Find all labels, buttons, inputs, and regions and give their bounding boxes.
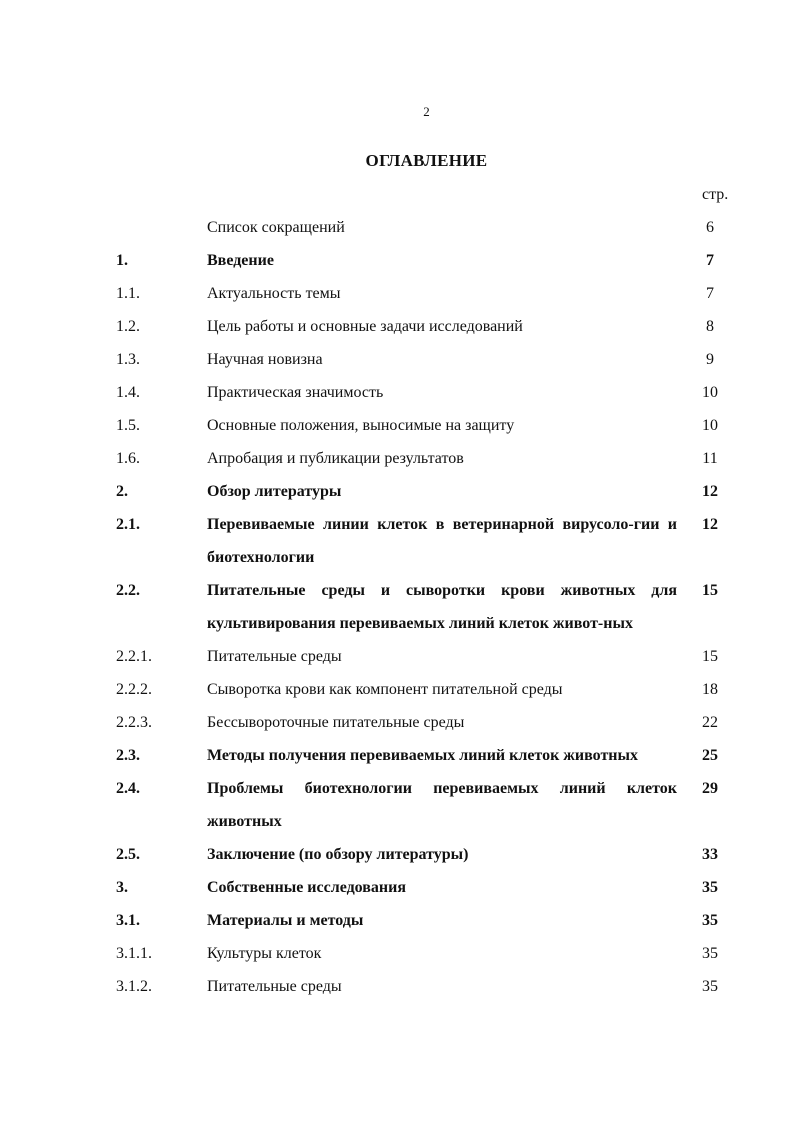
toc-entry-title: Цель работы и основные задачи исследований [207, 318, 523, 335]
toc-entry [0, 970, 793, 1003]
toc-entry-page: 22 [702, 714, 718, 731]
toc-entry-title: Заключение (по обзору литературы) [207, 846, 469, 863]
toc-entry-title: Питательные среды [207, 648, 342, 665]
toc-entry-number: 2.2. [116, 582, 140, 599]
toc-entry-title: Собственные исследования [207, 879, 407, 896]
toc-entry-page: 18 [702, 681, 718, 698]
toc-entry-title: Материалы и методы [207, 912, 364, 929]
toc-entry-title: Перевиваемые линии клеток в ветеринарной вирусоло-гии и биотехнологии [207, 516, 677, 566]
page-number: 2 [423, 104, 430, 119]
toc-entry-number: 3.1.1. [116, 945, 152, 962]
toc-entry [0, 376, 793, 409]
toc-entry [0, 871, 793, 904]
toc-entry-page: 10 [702, 384, 718, 401]
toc-entry-number: 2.3. [116, 747, 140, 764]
toc-entry [0, 673, 793, 706]
toc-entry-number: 1.5. [116, 417, 140, 434]
toc-entry [0, 475, 793, 508]
toc-entry-title: Питательные среды [207, 978, 342, 995]
toc-entry-number: 2.4. [116, 780, 140, 797]
page-title: ОГЛАВЛЕНИЕ [365, 151, 488, 170]
toc-entry-number: 1.2. [116, 318, 140, 335]
toc-entry-number: 2.2.3. [116, 714, 152, 731]
toc-entry-number: 1.4. [116, 384, 140, 401]
toc-entry-page: 35 [702, 978, 718, 995]
toc-entry-page: 15 [702, 582, 718, 599]
toc-entry-page: 33 [702, 846, 718, 863]
toc-entry-number: 3.1.2. [116, 978, 152, 995]
toc-entry-page: 35 [702, 912, 718, 929]
toc-entry [0, 937, 793, 970]
toc-entry-title: Научная новизна [207, 351, 323, 368]
toc-entry [0, 409, 793, 442]
toc-entry-page: 25 [702, 747, 718, 764]
toc-entry-page: 7 [706, 252, 714, 269]
toc-entry-page: 9 [706, 351, 714, 368]
page-column-label: стр. [702, 186, 729, 203]
toc-entry [0, 277, 793, 310]
toc-entry [0, 904, 793, 937]
toc-entry [0, 772, 793, 838]
toc-entry-title: Культуры клеток [207, 945, 322, 962]
toc-entry [0, 508, 793, 574]
toc-entry [0, 838, 793, 871]
toc-entry [0, 574, 793, 640]
toc-entry-title: Питательные среды и сыворотки крови животных для культивирования перевиваемых линий клеток живот-ных [207, 582, 677, 632]
toc-entry-title: Проблемы биотехнологии перевиваемых линий клеток животных [207, 780, 677, 830]
toc-entry-page: 12 [702, 516, 718, 533]
toc-entry-number: 3.1. [116, 912, 140, 929]
toc-entry [0, 211, 793, 244]
toc-entry-page: 10 [702, 417, 718, 434]
toc-entry-number: 1.3. [116, 351, 140, 368]
toc-entry-number: 2.2.1. [116, 648, 152, 665]
toc-entry [0, 640, 793, 673]
toc-entry-page: 15 [702, 648, 718, 665]
toc-entry-number: 2.5. [116, 846, 140, 863]
toc-entry-page: 12 [702, 483, 718, 500]
toc-entry-number: 1. [116, 252, 128, 269]
toc-entry-page: 29 [702, 780, 718, 797]
toc-entry-title: Обзор литературы [207, 483, 342, 500]
toc-entry-number: 2.2.2. [116, 681, 152, 698]
toc-entry [0, 343, 793, 376]
toc-entry-number: 2. [116, 483, 128, 500]
toc-entry-page: 35 [702, 945, 718, 962]
toc-entry-title: Апробация и публикации результатов [207, 450, 464, 467]
toc-entry-title: Актуальность темы [207, 285, 341, 302]
table-of-contents [0, 211, 793, 1003]
toc-entry-title: Список сокращений [207, 219, 345, 236]
toc-entry-page: 6 [706, 219, 714, 236]
toc-entry-page: 11 [702, 450, 718, 467]
toc-entry [0, 310, 793, 343]
toc-entry-title: Введение [207, 252, 274, 269]
toc-entry-number: 2.1. [116, 516, 140, 533]
toc-entry-page: 35 [702, 879, 718, 896]
toc-entry-title: Основные положения, выносимые на защиту [207, 417, 515, 434]
toc-entry-number: 3. [116, 879, 128, 896]
toc-entry-title: Сыворотка крови как компонент питательной среды [207, 681, 563, 698]
toc-entry [0, 706, 793, 739]
toc-entry-number: 1.1. [116, 285, 140, 302]
toc-entry [0, 244, 793, 277]
toc-entry-number: 1.6. [116, 450, 140, 467]
toc-entry [0, 442, 793, 475]
toc-entry-page: 7 [706, 285, 714, 302]
toc-entry-page: 8 [706, 318, 714, 335]
toc-entry-title: Практическая значимость [207, 384, 384, 401]
toc-entry [0, 739, 793, 772]
toc-entry-title: Бессывороточные питательные среды [207, 714, 465, 731]
toc-entry-title: Методы получения перевиваемых линий клеток животных [207, 747, 639, 764]
